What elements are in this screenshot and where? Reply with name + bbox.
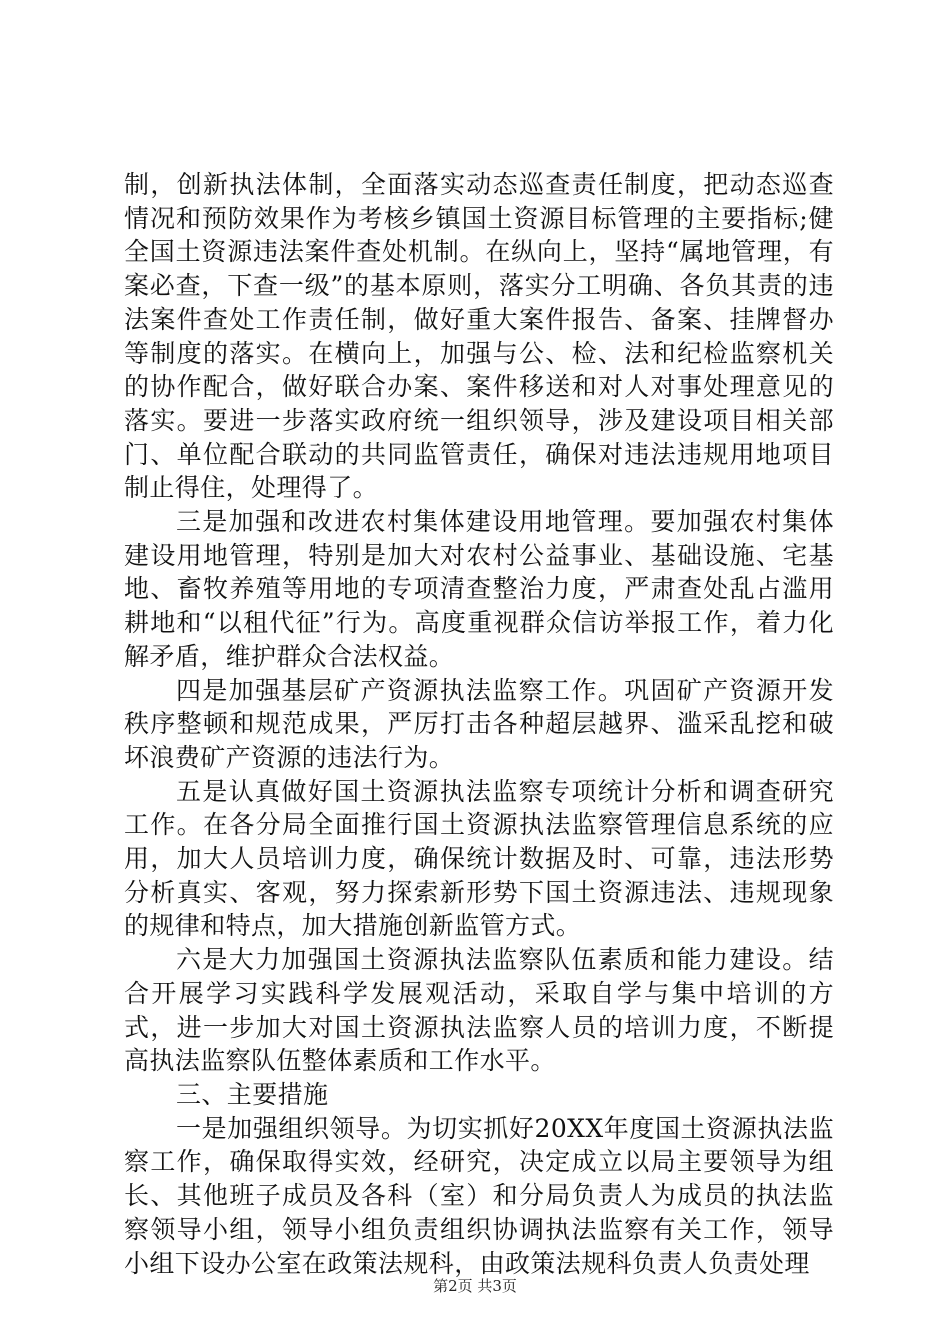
document-body	[124, 168, 834, 1280]
paragraph-leadership: 一是加强组织领导。为切实抓好20XX年度国土资源执法监察工作，确保取得实效，经研究，决定成立以局主要领导为组长、其他班子成员及各科（室）和分局负责人为成员的执法监察领导小组，领导小组负责组织协调执法监察有关工作，领导小组下设办公室在政策法规科，由政策法规科负责人负责处理	[124, 1113, 834, 1278]
paragraph-statistics: 五是认真做好国土资源执法监察专项统计分析和调查研究工作。在各分局全面推行国土资源执法监察管理信息系统的应用，加大人员培训力度，确保统计数据及时、可靠，违法形势分析真实、客观，努力探索新形势下国土资源违法、违规现象的规律和特点，加大措施创新监管方式。	[124, 776, 834, 941]
paragraph-team-building: 六是大力加强国土资源执法监察队伍素质和能力建设。结合开展学习实践科学发展观活动，采取自学与集中培训的方式，进一步加大对国土资源执法监察人员的培训力度，不断提高执法监察队伍整体素质和工作水平。	[124, 945, 834, 1076]
section-heading-measures: 三、主要措施	[176, 1079, 329, 1109]
paragraph-mineral: 四是加强基层矿产资源执法监察工作。巩固矿产资源开发秩序整顿和规范成果，严厉打击各种超层越界、滥采乱挖和破坏浪费矿产资源的违法行为。	[124, 675, 834, 772]
paragraph-continuation: 制，创新执法体制，全面落实动态巡查责任制度，把动态巡查情况和预防效果作为考核乡镇国土资源目标管理的主要指标;健全国土资源违法案件查处机制。在纵向上，坚持“属地管理，有案必查，下查一级”的基本原则，落实分工明确、各负其责的违法案件查处工作责任制，做好重大案件报告、备案、挂牌督办等制度的落实。在横向上，加强与公、检、法和纪检监察机关的协作配合，做好联合办案、案件移送和对人对事处理意见的落实。要进一步落实政府统一组织领导，涉及建设项目相关部门、单位配合联动的共同监管责任，确保对违法违规用地项目制止得住，处理得了。	[124, 170, 834, 503]
paragraph-rural-land: 三是加强和改进农村集体建设用地管理。要加强农村集体建设用地管理，特别是加大对农村公益事业、基础设施、宅基地、畜牧养殖等用地的专项清查整治力度，严肃查处乱占滥用耕地和“以租代征”行为。高度重视群众信访举报工作，着力化解矛盾，维护群众合法权益。	[124, 507, 834, 671]
page-number-footer: 第2页 共3页	[433, 1277, 517, 1295]
